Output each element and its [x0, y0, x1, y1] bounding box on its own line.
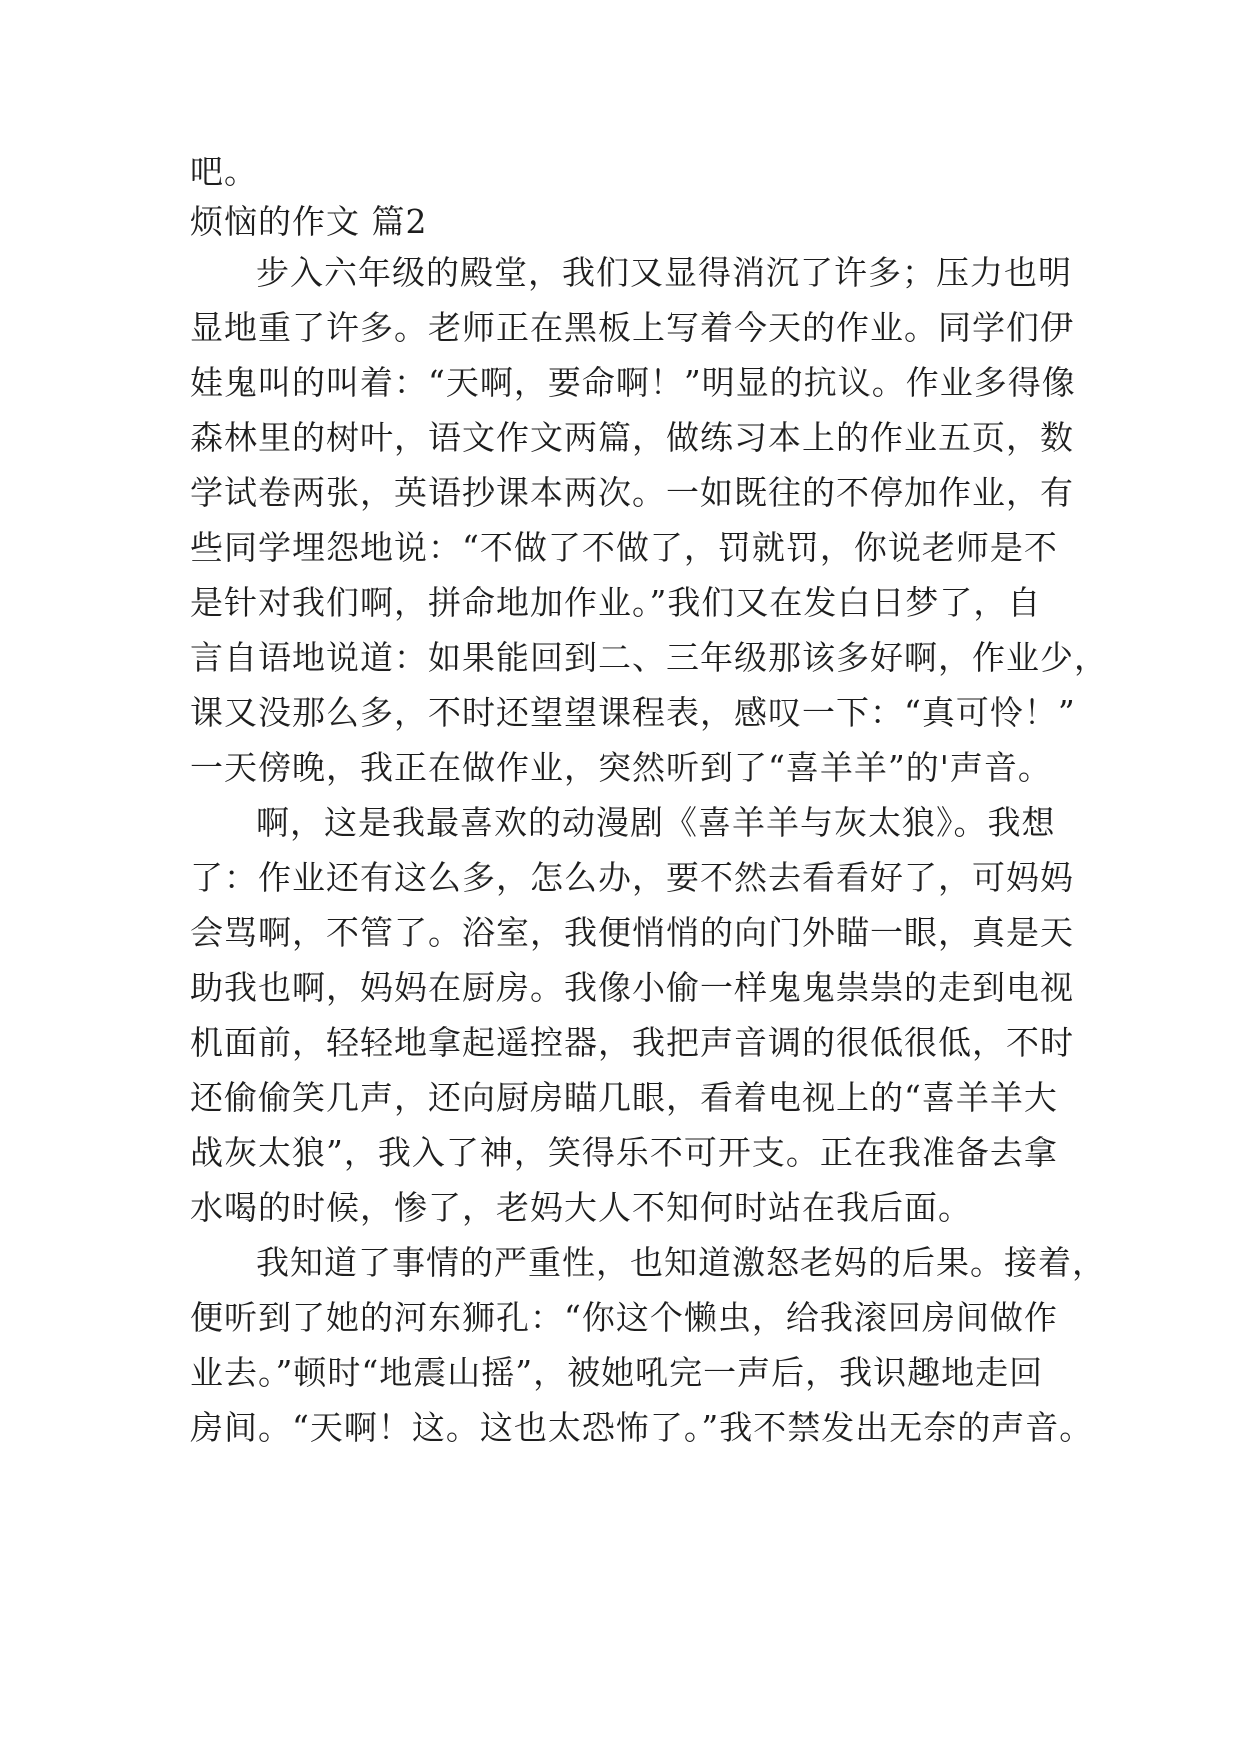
paragraph-1-line-8: 言自语地说道：如果能回到二、三年级那该多好啊，作业少， — [190, 638, 1108, 677]
paragraph-3-line-3: 业去。”顿时“地震山摇”，被她吼完一声后，我识趣地走回 — [190, 1353, 1044, 1392]
paragraph-1-line-2: 显地重了许多。老师正在黑板上写着今天的作业。同学们伊 — [190, 308, 1074, 347]
essay-title: 烦恼的作文 篇2 — [190, 202, 428, 241]
paragraph-2-line-3: 会骂啊，不管了。浴室，我便悄悄的向门外瞄一眼，真是天 — [190, 913, 1074, 952]
paragraph-1-line-5: 学试卷两张，英语抄课本两次。一如既往的不停加作业，有 — [190, 473, 1074, 512]
paragraph-2-line-7: 战灰太狼”，我入了神，笑得乐不可开支。正在我准备去拿 — [190, 1133, 1058, 1172]
paragraph-1-line-1: 步入六年级的殿堂，我们又显得消沉了许多；压力也明 — [256, 253, 1072, 292]
paragraph-1-line-7: 是针对我们啊，拼命地加作业。”我们又在发白日梦了，自 — [190, 583, 1042, 622]
paragraph-2-line-2: 了：作业还有这么多，怎么办，要不然去看看好了，可妈妈 — [190, 858, 1074, 897]
paragraph-2-line-4: 助我也啊，妈妈在厨房。我像小偷一样鬼鬼祟祟的走到电视 — [190, 968, 1074, 1007]
paragraph-1-line-9: 课又没那么多，不时还望望课程表，感叹一下：“真可怜！” — [190, 693, 1076, 732]
paragraph-2-line-5: 机面前，轻轻地拿起遥控器，我把声音调的很低很低，不时 — [190, 1023, 1074, 1062]
paragraph-3-line-1: 我知道了事情的严重性，也知道激怒老妈的后果。接着， — [256, 1243, 1106, 1282]
paragraph-1-line-6: 些同学埋怨地说：“不做了不做了，罚就罚，你说老师是不 — [190, 528, 1058, 567]
paragraph-1-line-3: 娃鬼叫的叫着：“天啊，要命啊！”明显的抗议。作业多得像 — [190, 363, 1076, 402]
text-line-1: 吧。 — [190, 152, 258, 191]
paragraph-2-line-1: 啊，这是我最喜欢的动漫剧《喜羊羊与灰太狼》。我想 — [256, 803, 1056, 842]
paragraph-3-line-4: 房间。“天啊！这。这也太恐怖了。”我不禁发出无奈的声音。 — [190, 1408, 1094, 1447]
paragraph-3-line-2: 便听到了她的河东狮孔：“你这个懒虫，给我滚回房间做作 — [190, 1298, 1058, 1337]
paragraph-1-line-10: 一天傍晚，我正在做作业，突然听到了“喜羊羊”的'声音。 — [190, 748, 1052, 787]
paragraph-2-line-8: 水喝的时候，惨了，老妈大人不知何时站在我后面。 — [190, 1188, 972, 1227]
paragraph-1-line-4: 森林里的树叶，语文作文两篇，做练习本上的作业五页，数 — [190, 418, 1074, 457]
paragraph-2-line-6: 还偷偷笑几声，还向厨房瞄几眼，看着电视上的“喜羊羊大 — [190, 1078, 1058, 1117]
